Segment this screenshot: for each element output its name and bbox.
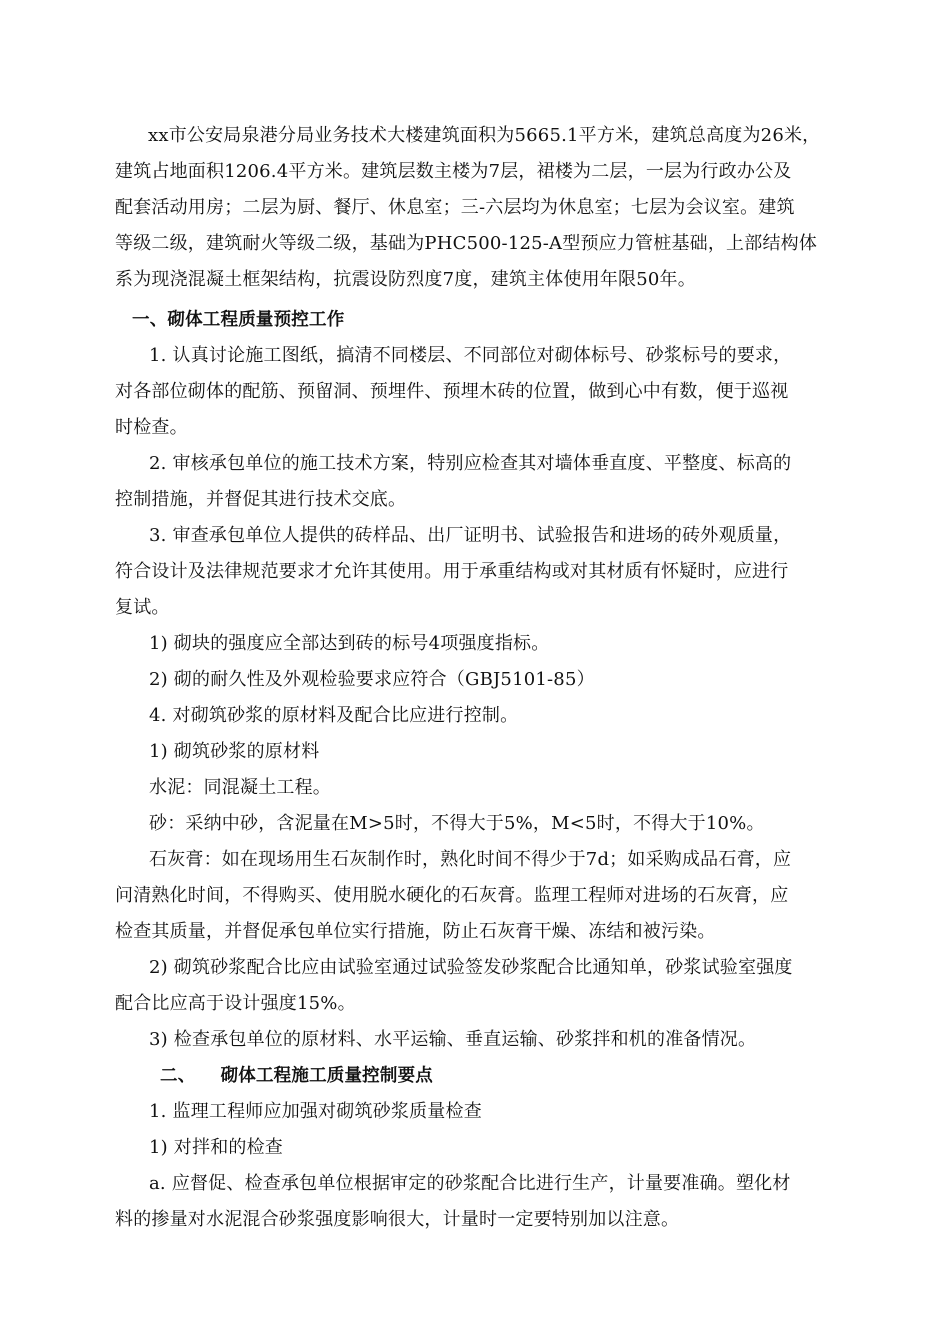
paragraph-line: 2. 审核承包单位的施工技术方案，特别应检查其对墙体垂直度、平整度、标高的 xyxy=(149,453,792,474)
paragraph-line: 检查其质量，并督促承包单位实行措施，防止石灰膏干燥、冻结和被污染。 xyxy=(115,921,716,942)
list-item: 3) 检查承包单位的原材料、水平运输、垂直运输、砂浆拌和机的准备情况。 xyxy=(149,1029,757,1050)
paragraph-line: 复试。 xyxy=(115,597,170,618)
paragraph-line: 2) 砌筑砂浆配合比应由试验室通过试验签发砂浆配合比通知单，砂浆试验室强度 xyxy=(149,957,793,978)
intro-line-3: 配套活动用房；二层为厨、餐厅、休息室；三-六层均为休息室；七层为会议室。建筑 xyxy=(115,197,795,218)
list-item: 1) 砌块的强度应全部达到砖的标号4项强度指标。 xyxy=(149,633,550,654)
paragraph-line: 1. 认真讨论施工图纸，搞清不同楼层、不同部位对砌体标号、砂浆标号的要求， xyxy=(149,345,792,366)
paragraph-line: a. 应督促、检查承包单位根据审定的砂浆配合比进行生产，计量要准确。塑化材 xyxy=(149,1173,791,1194)
intro-line-4: 等级二级，建筑耐火等级二级，基础为PHC500-125-A型预应力管桩基础，上部结构体 xyxy=(115,233,818,254)
paragraph-line: 时检查。 xyxy=(115,417,188,438)
paragraph-line: 配合比应高于设计强度15%。 xyxy=(115,993,356,1014)
list-item: 4. 对砌筑砂浆的原材料及配合比应进行控制。 xyxy=(149,705,519,726)
paragraph-line: 水泥：同混凝土工程。 xyxy=(149,777,331,798)
intro-line-2: 建筑占地面积1206.4平方米。建筑层数主楼为7层，裙楼为二层，一层为行政办公及 xyxy=(115,161,792,182)
paragraph-line: 对各部位砌体的配筋、预留洞、预埋件、预埋木砖的位置，做到心中有数，便于巡视 xyxy=(115,381,789,402)
intro-line-1: xx市公安局泉港分局业务技术大楼建筑面积为5665.1平方米，建筑总高度为26米， xyxy=(148,125,821,146)
list-item: 1) 对拌和的检查 xyxy=(149,1137,283,1158)
paragraph-line: 石灰膏：如在现场用生石灰制作时，熟化时间不得少于7d；如采购成品石膏，应 xyxy=(149,849,792,870)
section-heading-1: 一、砌体工程质量预控工作 xyxy=(132,310,345,330)
paragraph-line: 料的掺量对水泥混合砂浆强度影响很大，计量时一定要特别加以注意。 xyxy=(115,1209,680,1230)
list-item: 1) 砌筑砂浆的原材料 xyxy=(149,741,320,762)
list-item: 1. 监理工程师应加强对砌筑砂浆质量检查 xyxy=(149,1101,482,1122)
paragraph-line: 问清熟化时间，不得购买、使用脱水硬化的石灰膏。监理工程师对进场的石灰膏，应 xyxy=(115,885,789,906)
section-heading-2: 二、 砌体工程施工质量控制要点 xyxy=(160,1066,433,1086)
paragraph-line: 砂：采纳中砂，含泥量在M>5时，不得大于5%，M<5时，不得大于10%。 xyxy=(149,813,765,834)
paragraph-line: 符合设计及法律规范要求才允许其使用。用于承重结构或对其材质有怀疑时，应进行 xyxy=(115,561,789,582)
paragraph-line: 3. 审查承包单位人提供的砖样品、出厂证明书、试验报告和进场的砖外观质量， xyxy=(149,525,792,546)
paragraph-line: 控制措施，并督促其进行技术交底。 xyxy=(115,489,407,510)
intro-line-5: 系为现浇混凝土框架结构，抗震设防烈度7度，建筑主体使用年限50年。 xyxy=(115,269,696,290)
list-item: 2) 砌的耐久性及外观检验要求应符合（GBJ5101-85） xyxy=(149,669,595,690)
